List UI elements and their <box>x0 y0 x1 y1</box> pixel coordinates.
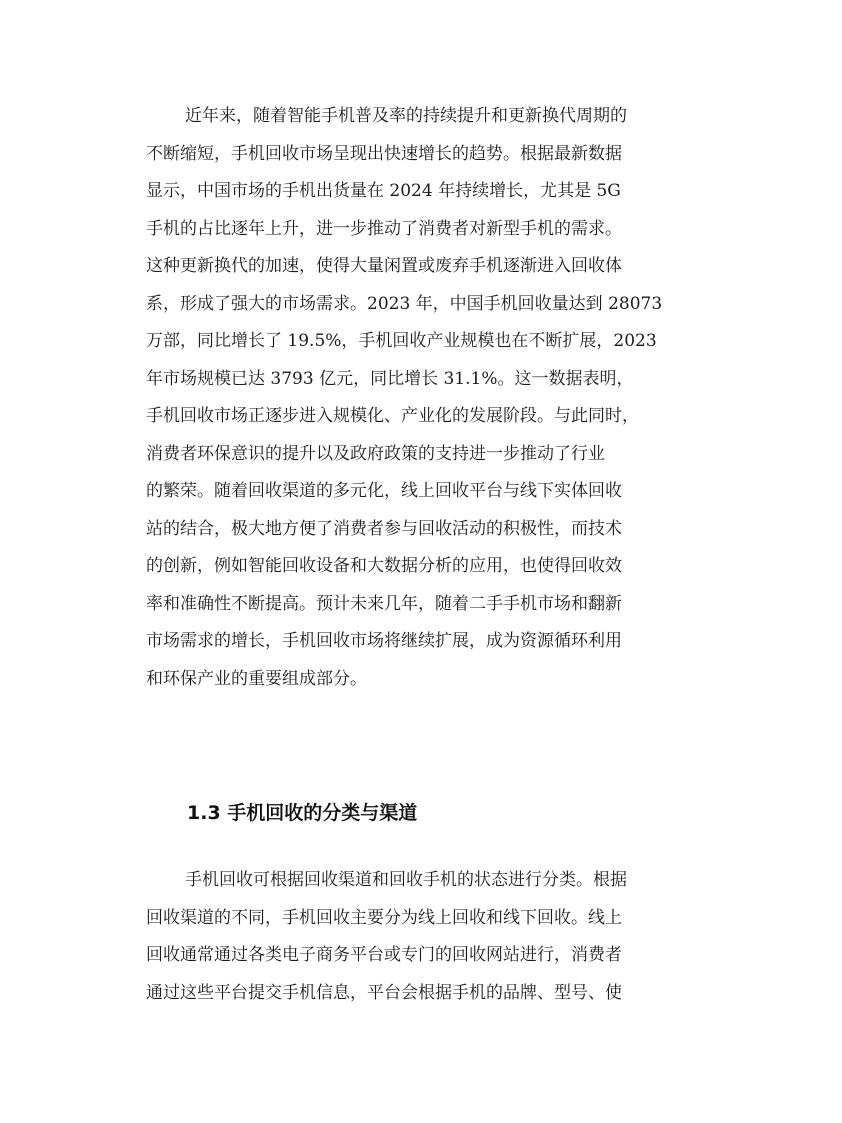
paragraph-line: 手机回收可根据回收渠道和回收手机的状态进行分类。根据 <box>185 870 627 890</box>
paragraph-line: 消费者环保意识的提升以及政府政策的支持进一步推动了行业 <box>146 443 605 464</box>
paragraph-line: 这种更新换代的加速，使得大量闲置或废弃手机逐渐进入回收体 <box>146 256 622 276</box>
section-heading: 1.3 手机回收的分类与渠道 <box>187 802 418 824</box>
paragraph-line: 年市场规模已达 3793 亿元，同比增长 31.1%。这一数据表明， <box>146 368 634 389</box>
paragraph-line: 通过这些平台提交手机信息，平台会根据手机的品牌、型号、使 <box>146 982 622 1003</box>
body-paragraph-market-growth <box>146 98 702 698</box>
paragraph-line: 手机的占比逐年上升，进一步推动了消费者对新型手机的需求。 <box>146 218 622 239</box>
paragraph-line: 率和准确性不断提高。预计未来几年，随着二手手机市场和翻新 <box>146 593 622 614</box>
paragraph-line: 回收通常通过各类电子商务平台或专门的回收网站进行，消费者 <box>146 945 622 965</box>
paragraph-line: 市场需求的增长，手机回收市场将继续扩展，成为资源循环利用 <box>146 631 622 651</box>
paragraph-line: 不断缩短，手机回收市场呈现出快速增长的趋势。根据最新数据 <box>146 143 622 164</box>
paragraph-line: 回收渠道的不同，手机回收主要分为线上回收和线下回收。线上 <box>146 907 622 928</box>
paragraph-line: 系，形成了强大的市场需求。2023 年，中国手机回收量达到 28073 <box>146 293 663 314</box>
paragraph-line: 手机回收市场正逐步进入规模化、产业化的发展阶段。与此同时， <box>146 406 639 426</box>
paragraph-line: 的创新，例如智能回收设备和大数据分析的应用，也使得回收效 <box>146 556 622 576</box>
paragraph-line: 万部，同比增长了 19.5%，手机回收产业规模也在不断扩展，2023 <box>146 331 657 351</box>
body-paragraph-recycling-channels <box>146 862 702 1012</box>
paragraph-line: 站的结合，极大地方便了消费者参与回收活动的积极性，而技术 <box>146 518 622 539</box>
paragraph-line: 显示，中国市场的手机出货量在 2024 年持续增长，尤其是 5G <box>146 181 621 201</box>
paragraph-line: 近年来，随着智能手机普及率的持续提升和更新换代周期的 <box>185 106 627 126</box>
paragraph-line: 和环保产业的重要组成部分。 <box>146 668 367 689</box>
paragraph-line: 的繁荣。随着回收渠道的多元化，线上回收平台与线下实体回收 <box>146 481 622 501</box>
